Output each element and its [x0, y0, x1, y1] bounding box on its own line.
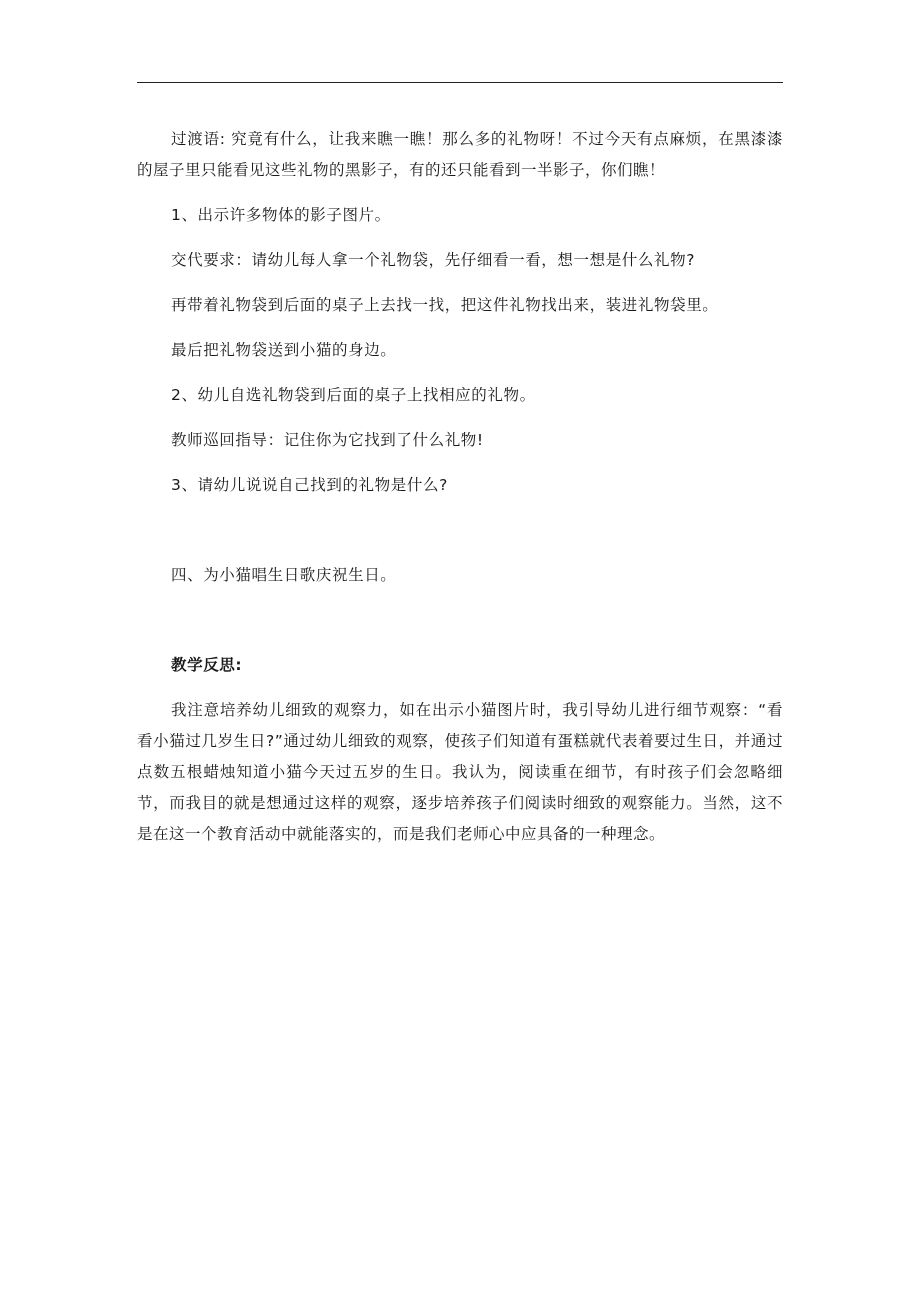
step-1: 1、出示许多物体的影子图片。 — [171, 206, 391, 224]
instruction-1: 交代要求：请幼儿每人拿一个礼物袋，先仔细看一看，想一想是什么礼物? — [171, 251, 696, 269]
step-3: 3、请幼儿说说自己找到的礼物是什么? — [171, 476, 448, 494]
reflection-paragraph: 我注意培养幼儿细致的观察力，如在出示小猫图片时，我引导幼儿进行细节观察：“看看小猫过几岁生日?”通过幼儿细致的观察，使孩子们知道有蛋糕就代表着要过生日，并通过点数五根蜡烛知道小猫今天过五岁的生日。我认为，阅读重在细节，有时孩子们会忽略细节，而我目的就是想通过这样的观察，逐步培养孩子们阅读时细致的观察能力。当然，这不是在这一个教育活动中就能落实的，而是我们老师心中应具备的一种理念。 — [137, 701, 783, 843]
document-body — [137, 124, 783, 864]
reflection-heading: 教学反思: — [171, 656, 243, 674]
instruction-2: 再带着礼物袋到后面的桌子上去找一找，把这件礼物找出来，装进礼物袋里。 — [171, 296, 719, 314]
header-divider — [137, 82, 783, 83]
step-2: 2、幼儿自选礼物袋到后面的桌子上找相应的礼物。 — [171, 386, 536, 404]
section-4: 四、为小猫唱生日歌庆祝生日。 — [171, 566, 397, 584]
instruction-3: 最后把礼物袋送到小猫的身边。 — [171, 341, 397, 359]
transition-paragraph: 过渡语: 究竟有什么，让我来瞧一瞧！那么多的礼物呀！不过今天有点麻烦，在黑漆漆的屋子里只能看见这些礼物的黑影子，有的还只能看到一半影子，你们瞧！ — [137, 130, 783, 179]
section-spacer — [137, 605, 783, 650]
teacher-guidance: 教师巡回指导：记住你为它找到了什么礼物! — [171, 431, 484, 449]
section-spacer — [137, 515, 783, 560]
